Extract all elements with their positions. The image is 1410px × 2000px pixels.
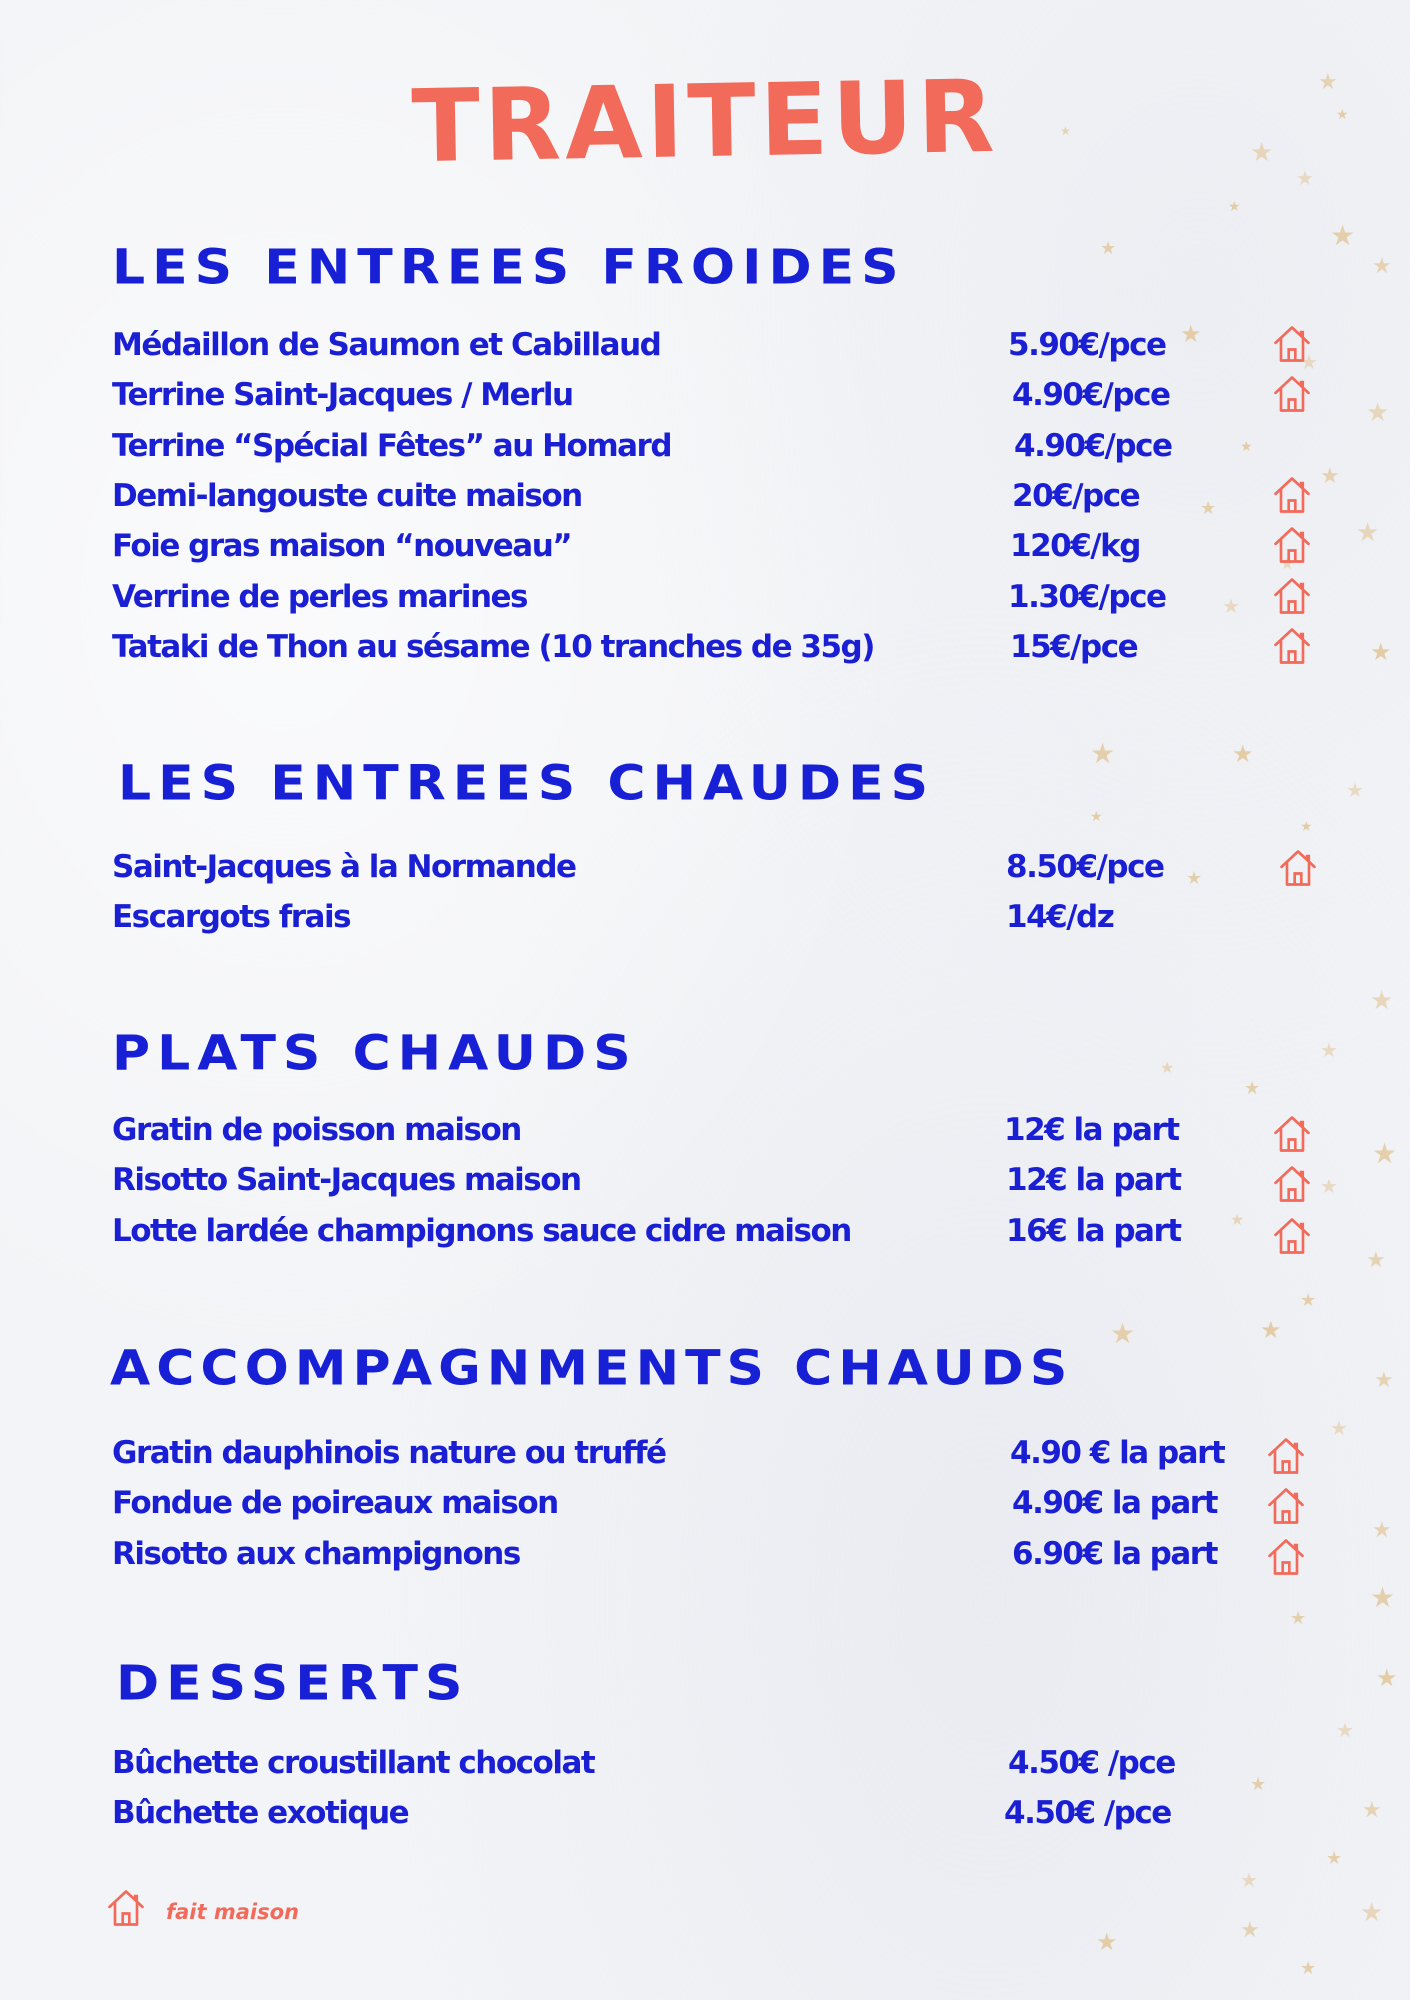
- menu-item-name: Risotto aux champignons: [112, 1536, 520, 1572]
- house-icon: [104, 1886, 148, 1930]
- menu-item-price: 6.90€ la part: [1012, 1536, 1217, 1572]
- star-icon: ★: [1370, 638, 1392, 666]
- menu-item-name: Médaillon de Saumon et Cabillaud: [112, 327, 661, 363]
- star-icon: ★: [1372, 1518, 1392, 1543]
- menu-item-price: 4.50€ /pce: [1008, 1745, 1175, 1781]
- menu-item-name: Risotto Saint-Jacques maison: [112, 1162, 581, 1198]
- menu-item-name: Verrine de perles marines: [112, 579, 527, 615]
- house-icon: [1276, 846, 1320, 890]
- menu-item-name: Terrine “Spécial Fêtes” au Homard: [112, 428, 672, 464]
- star-icon: ★: [1250, 1774, 1267, 1795]
- star-icon: ★: [1320, 464, 1340, 489]
- menu-item-price: 5.90€/pce: [1008, 327, 1166, 363]
- menu-item-name: Escargots frais: [112, 899, 351, 935]
- section-title-desserts: DESSERTS: [116, 1656, 470, 1712]
- star-icon: ★: [1360, 1898, 1384, 1928]
- star-icon: ★: [1260, 1316, 1282, 1344]
- star-icon: ★: [1160, 1058, 1175, 1077]
- star-icon: ★: [1290, 1608, 1307, 1629]
- section-title-entrees-froides: LES ENTREES FROIDES: [112, 240, 906, 296]
- menu-item-price: 4.50€ /pce: [1004, 1795, 1171, 1831]
- star-icon: ★: [1090, 737, 1116, 770]
- star-icon: ★: [1228, 199, 1241, 215]
- house-icon: [1270, 1162, 1314, 1206]
- menu-item-name: Gratin de poisson maison: [112, 1112, 521, 1148]
- star-icon: ★: [1366, 1248, 1386, 1273]
- house-icon: [1270, 473, 1314, 517]
- legend-label: fait maison: [166, 1900, 299, 1924]
- menu-item-price: 14€/dz: [1006, 899, 1114, 935]
- star-icon: ★: [1300, 1958, 1317, 1979]
- star-icon: ★: [1296, 166, 1314, 190]
- star-icon: ★: [1250, 138, 1274, 168]
- star-icon: ★: [1240, 439, 1253, 455]
- section-title-entrees-chaudes: LES ENTREES CHAUDES: [118, 756, 936, 812]
- star-icon: ★: [1280, 554, 1295, 573]
- menu-item-name: Fondue de poireaux maison: [112, 1485, 558, 1521]
- star-icon: ★: [1374, 1368, 1394, 1393]
- star-icon: ★: [1096, 1928, 1118, 1956]
- section-title-accompagnments-chauds: ACCOMPAGNMENTS CHAUDS: [110, 1341, 1074, 1397]
- star-icon: ★: [1336, 107, 1349, 123]
- section-title-plats-chauds: PLATS CHAUDS: [112, 1026, 638, 1082]
- house-icon: [1270, 574, 1314, 618]
- star-icon: ★: [1320, 1038, 1338, 1062]
- menu-item-name: Demi-langouste cuite maison: [112, 478, 582, 514]
- star-icon: ★: [1336, 1718, 1354, 1742]
- house-icon: [1264, 1535, 1308, 1579]
- star-icon: ★: [1370, 986, 1394, 1016]
- house-icon: [1264, 1484, 1308, 1528]
- menu-item-price: 16€ la part: [1006, 1213, 1181, 1249]
- star-icon: ★: [1372, 1137, 1398, 1170]
- menu-item-name: Lotte lardée champignons sauce cidre maison: [112, 1213, 851, 1249]
- star-icon: ★: [1330, 219, 1356, 252]
- star-icon: ★: [1356, 518, 1380, 548]
- menu-item-name: Gratin dauphinois nature ou truffé: [112, 1435, 666, 1471]
- menu-item-name: Terrine Saint-Jacques / Merlu: [112, 377, 573, 413]
- page-title: TRAITEUR: [410, 57, 1000, 186]
- menu-item-name: Bûchette croustillant chocolat: [112, 1745, 595, 1781]
- star-icon: ★: [1110, 1317, 1136, 1350]
- house-icon: [1270, 1214, 1314, 1258]
- star-icon: ★: [1300, 1290, 1317, 1311]
- star-icon: ★: [1300, 350, 1318, 374]
- house-icon: [1270, 372, 1314, 416]
- star-icon: ★: [1180, 320, 1202, 348]
- star-icon: ★: [1200, 498, 1217, 519]
- menu-item-price: 4.90 € la part: [1010, 1435, 1225, 1471]
- house-icon: [1270, 1112, 1314, 1156]
- star-icon: ★: [1060, 124, 1071, 138]
- star-icon: ★: [1300, 819, 1313, 835]
- menu-item-price: 1.30€/pce: [1008, 579, 1166, 615]
- star-icon: ★: [1244, 1078, 1261, 1099]
- menu-item-name: Tataki de Thon au sésame (10 tranches de 35g): [112, 629, 874, 665]
- menu-item-price: 4.90€ la part: [1012, 1485, 1217, 1521]
- star-icon: ★: [1376, 1664, 1398, 1692]
- star-icon: ★: [1100, 238, 1117, 259]
- menu-item-price: 20€/pce: [1012, 478, 1140, 514]
- star-icon: ★: [1370, 1581, 1396, 1614]
- menu-item-name: Foie gras maison “nouveau”: [112, 528, 572, 564]
- menu-item-price: 120€/kg: [1010, 528, 1140, 564]
- house-icon: [1264, 1434, 1308, 1478]
- star-icon: ★: [1330, 1416, 1348, 1440]
- menu-item-price: 12€ la part: [1006, 1162, 1181, 1198]
- star-icon: ★: [1222, 594, 1240, 618]
- star-icon: ★: [1326, 1848, 1343, 1869]
- star-icon: ★: [1320, 1174, 1338, 1198]
- star-icon: ★: [1240, 1918, 1260, 1943]
- star-icon: ★: [1372, 254, 1392, 279]
- house-icon: [1270, 523, 1314, 567]
- menu-item-price: 12€ la part: [1004, 1112, 1179, 1148]
- star-icon: ★: [1366, 398, 1390, 428]
- star-icon: ★: [1232, 740, 1254, 768]
- menu-item-name: Bûchette exotique: [112, 1795, 409, 1831]
- star-icon: ★: [1090, 809, 1103, 825]
- star-icon: ★: [1186, 868, 1203, 889]
- star-icon: ★: [1362, 1798, 1382, 1823]
- house-icon: [1270, 322, 1314, 366]
- menu-item-price: 4.90€/pce: [1012, 377, 1170, 413]
- star-icon: ★: [1240, 1868, 1258, 1892]
- house-icon: [1270, 624, 1314, 668]
- star-icon: ★: [1318, 70, 1338, 95]
- star-icon: ★: [1230, 1210, 1245, 1229]
- star-icon: ★: [1346, 778, 1364, 802]
- menu-item-price: 8.50€/pce: [1006, 849, 1164, 885]
- menu-item-name: Saint-Jacques à la Normande: [112, 849, 576, 885]
- menu-item-price: 4.90€/pce: [1014, 428, 1172, 464]
- menu-item-price: 15€/pce: [1010, 629, 1138, 665]
